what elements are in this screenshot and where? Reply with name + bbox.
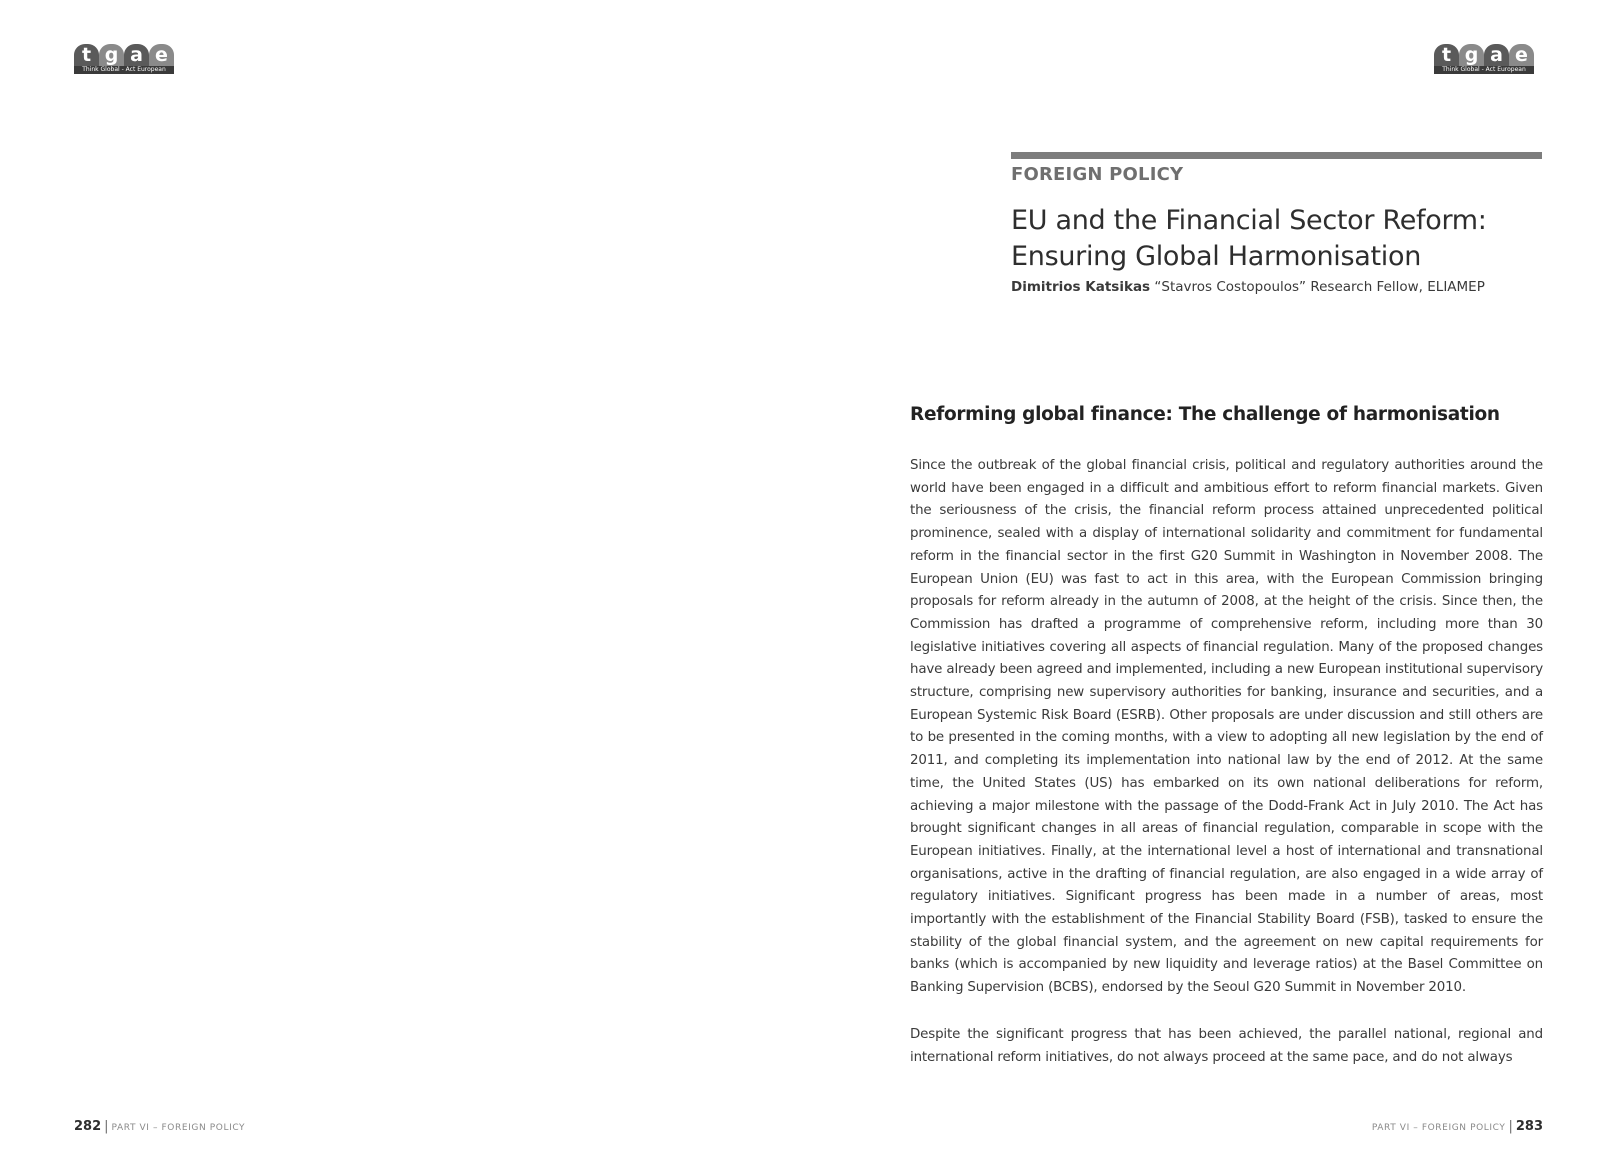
footer-separator: | [1508,1119,1513,1134]
logo-letter-a: a [124,44,149,66]
logo-letter-e: e [1509,44,1534,66]
body-paragraph: Since the outbreak of the global financial crisis, political and regulatory authorities around the world have been engaged in a difficult and ambitious effort to reform financial markets. Given the seriousness of the crisis, the financial reform process attained unprecedented political prominence, sealed with a display of international solidarity and commitment for fundamental reform in the financial sector in the first G20 Summit in Washington in November 2008. The European Union (EU) was fast to act in this area, with the European Commission bringing proposals for reform already in the autumn of 2008, at the height of the crisis. Since then, the Commission has drafted a programme of comprehensive reform, including more than 30 legislative initiatives covering all aspects of financial regulation. Many of the proposed changes have already been agreed and implemented, including a new European institutional supervisory structure, comprising new supervisory authorities for banking, insurance and securities, and a European Systemic Risk Board (ESRB). Other proposals are under discussion and still others are to be presented in the coming months, with a view to adopting all new legislation by the end of 2011, and completing its implementation into national law by the end of 2012. At the same time, the United States (US) has embarked on its own national deliberations for reform, achieving a major milestone with the passage of the Dodd-Frank Act in July 2010. The Act has brought significant changes in all areas of financial regulation, comparable in scope with the European initiatives. Finally, at the international level a host of international and transnational organisations, active in the drafting of financial regulation, are also engaged in a wide array of regulatory initiatives. Significant progress has been made in a number of areas, most importantly with the establishment of the Financial Stability Board (FSB), tasked to ensure the stability of the global financial system, and the agreement on new capital requirements for banks (which is accompanied by new liquidity and leverage ratios) at the Basel Committee on Banking Supervision (BCBS), endorsed by the Seoul G20 Summit in November 2010. [910,458,1543,996]
footer-right [1372,1117,1543,1136]
running-footer-label: PART VI – FOREIGN POLICY [1371,1123,1506,1133]
logo-letter-t: t [74,44,99,66]
page-number: 283 [1515,1119,1543,1134]
article-title-line: EU and the Financial Sector Reform: [1011,205,1487,236]
author-affiliation: “Stavros Costopoulos” Research Fellow, ELIAMEP [1154,279,1485,295]
logo-letter-t: t [1434,44,1459,66]
body-paragraph: Despite the significant progress that has been achieved, the parallel national, regional and international reform initiatives, do not always proceed at the same pace, and do not always [910,1027,1543,1065]
footer-left [74,1117,245,1136]
logo-letter-a: a [1484,44,1509,66]
article-title [1011,203,1542,275]
logo-letter-e: e [149,44,174,66]
tgae-logo [1434,44,1534,74]
section-rule [1011,152,1542,159]
logo-tagline: Think Global - Act European [1434,66,1534,74]
footer-separator: | [104,1119,109,1134]
section-heading: Reforming global finance: The challenge of harmonisation [910,404,1500,425]
running-footer-label: PART VI – FOREIGN POLICY [111,1123,246,1133]
logo-letter-g: g [1459,44,1484,66]
byline [1011,279,1485,295]
section-label: FOREIGN POLICY [1011,164,1184,185]
article-title-line: Ensuring Global Harmonisation [1011,241,1422,272]
page-number: 282 [74,1119,102,1134]
logo-tagline: Think Global - Act European [74,66,174,74]
tgae-logo [74,44,174,74]
logo-letter-g: g [99,44,124,66]
author-name: Dimitrios Katsikas [1011,279,1151,295]
